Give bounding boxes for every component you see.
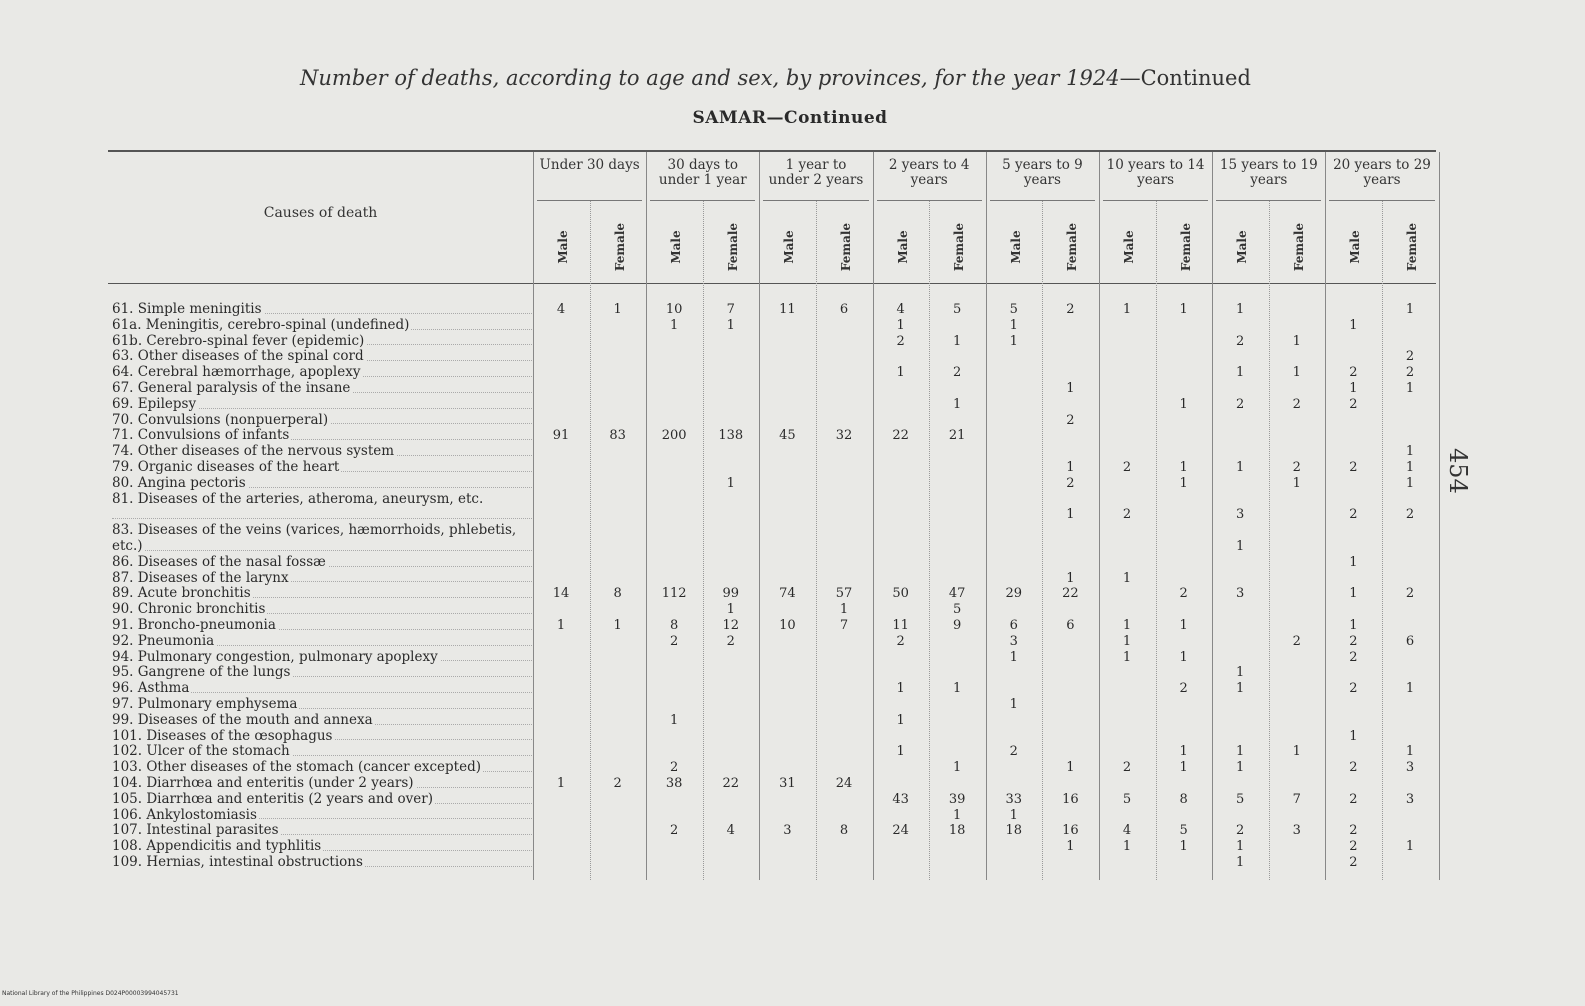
table-cell: 10 [665,302,683,317]
table-cell: 3 [1009,633,1018,649]
cause-row [112,808,532,824]
table-cell: 8 [670,618,679,633]
cause-label: 87. Diseases of the larynx [112,570,289,586]
table-cell: 1 [1349,381,1358,396]
table-cell: 22 [1062,586,1079,602]
table-cell: 2 [613,776,622,791]
table-cell: 2 [670,633,679,649]
table-cell: 1 [1236,665,1245,681]
table-cell: 2 [1349,681,1358,697]
table-cell: 1 [1179,760,1188,776]
cause-row [112,792,532,808]
table-cell: 2 [1405,586,1415,602]
column-divider [1439,152,1440,880]
cause-row [112,744,532,760]
table-cell: 3 [1292,823,1301,839]
cause-label: 70. Convulsions (nonpuerperal) [112,412,329,428]
cause-row [112,713,532,729]
table-cell: 2 [1122,460,1132,475]
cause-label: 63. Other diseases of the spinal cord [112,349,364,365]
table-cell: 1 [1179,744,1188,760]
cause-label: 109. Hernias, intestinal obstructions [112,854,363,870]
page-subtitle: SAMAR—Continued [692,108,888,128]
table-cell: 4 [556,302,566,317]
table-cell: 3 [1405,791,1415,807]
table-cell: 3 [1236,586,1245,602]
table-cell: 1 [1236,681,1245,697]
table-cell: 2 [1066,412,1075,428]
table-cell: 5 [1122,791,1132,807]
table-cell: 2 [1349,507,1358,523]
table-cell: 24 [835,776,853,791]
table-cell: 2 [1292,633,1301,649]
table-cell: 1 [1179,302,1188,317]
table-cell: 2 [1292,460,1301,475]
column-divider [1269,200,1270,880]
table-cell: 1 [896,712,905,728]
table-cell: 2 [1349,460,1358,475]
table-cell: 16 [1062,823,1079,839]
table-cell: 1 [1009,649,1018,665]
cause-row [112,602,532,618]
sex-header-male: Male [1235,230,1250,264]
table-cell: 32 [835,428,853,444]
table-cell: 1 [1349,586,1358,602]
table-cell: 18 [948,823,966,839]
table-cell: 2 [1236,333,1245,349]
table-cell: 5 [1009,302,1018,317]
table-cell: 1 [613,618,622,633]
table-cell: 1 [670,712,679,728]
table-cell: 99 [722,586,740,602]
table-cell: 1 [1179,460,1188,475]
table-cell: 1 [1122,839,1132,855]
table-cell: 8 [839,823,849,839]
title-text: Number of deaths, according to age and sex, by provinces, for the year 1924 [300,66,1120,90]
table-cell: 1 [1349,317,1358,333]
cause-row [112,444,532,460]
cause-label: 103. Other diseases of the stomach (cancer excepted) [112,760,482,776]
cause-label: 86. Diseases of the nasal fossæ [112,554,326,570]
table-cell: 1 [1405,744,1415,760]
table-cell: 50 [892,586,909,602]
table-cell: 1 [953,681,962,697]
cause-row [112,823,532,839]
cause-label: 80. Angina pectoris [112,475,246,491]
cause-row [112,523,532,555]
sex-header-male: Male [1348,230,1363,264]
cause-label: 61. Simple meningitis [112,302,262,317]
table-cell: 14 [552,586,570,602]
table-cell: 3 [1236,507,1245,523]
table-cell: 45 [779,428,796,444]
group-underline [877,200,982,201]
table-cell: 1 [1236,839,1245,855]
column-divider [873,152,874,880]
column-divider [759,152,760,880]
cause-row [112,413,532,429]
table-cell: 31 [779,776,796,791]
cause-label: 105. Diarrhœa and enteritis (2 years and over) [112,791,433,807]
table-cell: 1 [1405,444,1415,460]
cause-label: 107. Intestinal parasites [112,823,279,839]
title-suffix: —Continued [1119,66,1251,90]
sex-header-male: Male [1122,230,1136,264]
table-cell: 8 [613,586,622,602]
cause-row [112,476,532,492]
table-cell: 12 [722,618,740,633]
cause-label: 102. Ulcer of the stomach [112,744,290,760]
table-cell: 2 [1179,681,1188,697]
group-underline [537,200,642,201]
table-cell: 1 [613,302,622,317]
age-group-header: 1 year to under 2 years [768,157,864,188]
sex-header-male: Male [669,230,684,264]
table-cell: 11 [779,302,796,317]
group-underline [1216,200,1321,201]
cause-row [112,681,532,697]
table-cell: 200 [661,428,687,444]
table-cell: 5 [953,302,962,317]
table-cell: 22 [722,776,740,791]
table-cell: 1 [1179,618,1188,633]
page-number: 454 [1444,448,1472,494]
cause-label: 96. Asthma [112,681,190,697]
table-cell: 57 [835,586,853,602]
table-cell: 91 [552,428,570,444]
table-cell: 43 [892,791,909,807]
sex-header-female: Female [1178,222,1193,272]
cause-label: 108. Appendicitis and typhlitis [112,839,322,855]
table-cell: 6 [1009,618,1018,633]
table-cell: 2 [896,333,905,349]
table-cell: 9 [953,618,962,633]
age-group-header: 10 years to 14 years [1106,157,1205,188]
sex-header-female: Female [612,222,627,272]
table-cell: 39 [948,791,966,807]
table-cell: 2 [1066,302,1075,317]
table-cell: 6 [839,302,849,317]
age-group-header: 2 years to 4 years [888,157,970,188]
table-cell: 2 [1349,633,1358,649]
table-cell: 2 [1236,823,1245,839]
table-cell: 1 [1292,744,1301,760]
cause-row [112,555,532,571]
cause-label: 89. Acute bronchitis [112,586,251,602]
table-cell: 4 [1122,823,1132,839]
cause-row [112,397,532,413]
table-cell: 1 [1236,365,1245,381]
cause-label: 71. Convulsions of infants [112,428,290,444]
group-underline [990,200,1095,201]
group-underline [763,200,868,201]
cause-label: 83. Diseases of the veins (varices, hæmorrhoids, phlebetis, etc.) [112,523,517,554]
table-cell: 1 [1066,507,1075,523]
cause-label: 99. Diseases of the mouth and annexa [112,712,373,728]
table-cell: 1 [670,317,679,333]
cause-row [112,729,532,745]
table-cell: 1 [1122,302,1132,317]
table-cell: 2 [1349,760,1358,776]
table-cell: 1 [896,365,905,381]
table-cell: 1 [1066,760,1075,776]
table-cell: 1 [726,475,735,491]
table-cell: 1 [1405,681,1415,697]
cause-label: 94. Pulmonary congestion, pulmonary apoplexy [112,649,438,665]
table-cell: 1 [1122,570,1132,586]
table-cell: 2 [1349,365,1358,381]
cause-label: 81. Diseases of the arteries, atheroma, aneurysm, etc. [112,491,484,507]
cause-row [112,365,532,381]
sex-header-male: Male [895,230,910,264]
table-cell: 1 [1236,760,1245,776]
table-cell: 1 [726,602,735,618]
table-cell: 11 [892,618,909,633]
cause-label: 64. Cerebral hæmorrhage, apoplexy [112,365,361,381]
cause-row [112,665,532,681]
cause-row [112,428,532,444]
table-cell: 1 [953,760,962,776]
table-cell: 1 [953,396,962,412]
group-underline [1329,200,1434,201]
table-cell: 1 [1349,728,1358,744]
table-cell: 1 [1179,649,1188,665]
table-cell: 2 [1122,760,1132,776]
table-cell: 1 [1236,744,1245,760]
table-cell: 5 [1179,823,1188,839]
table-cell: 2 [1009,744,1018,760]
table-cell: 5 [1236,791,1245,807]
table-cell: 1 [1405,460,1415,475]
table-cell: 7 [726,302,735,317]
table-cell: 2 [1122,507,1132,523]
cause-row [112,318,532,334]
table-top-rule [108,150,1436,152]
table-cell: 1 [896,681,905,697]
table-cell: 29 [1005,586,1023,602]
cause-row [112,634,532,650]
table-cell: 33 [1005,791,1023,807]
cause-row [112,650,532,666]
table-cell: 7 [839,618,849,633]
cause-label: 92. Pneumonia [112,633,215,649]
table-cell: 1 [953,333,962,349]
column-divider [533,152,534,880]
cause-label: 90. Chronic bronchitis [112,602,266,618]
table-cell: 2 [670,760,679,776]
table-cell: 2 [1349,396,1358,412]
table-cell: 21 [948,428,966,444]
table-cell: 1 [1179,475,1188,491]
table-cell: 6 [1405,633,1415,649]
table-cell: 1 [1122,633,1132,649]
table-cell: 1 [1349,618,1358,633]
table-cell: 1 [1405,381,1415,396]
table-cell: 2 [1349,791,1358,807]
cause-label: 69. Epilepsy [112,396,197,412]
table-cell: 1 [896,317,905,333]
cause-label: 101. Diseases of the œsophagus [112,728,333,744]
table-cell: 47 [948,586,966,602]
table-cell: 1 [1179,396,1188,412]
cause-row [112,839,532,855]
sex-header-female: Female [1291,222,1306,272]
cause-label: 106. Ankylostomiasis [112,807,257,823]
table-cell: 1 [1009,317,1018,333]
table-cell: 1 [1066,460,1075,475]
table-cell: 1 [1236,460,1245,475]
table-cell: 1 [1009,807,1018,823]
table-cell: 2 [670,823,679,839]
cause-row [112,618,532,634]
table-cell: 112 [661,586,687,602]
sex-header-female: Female [952,222,967,272]
cause-row [112,334,532,350]
table-cell: 1 [1122,618,1132,633]
cause-row [112,460,532,476]
table-cell: 1 [1122,649,1132,665]
cause-row [112,760,532,776]
table-cell: 24 [892,823,909,839]
table-cell: 1 [1066,381,1075,396]
table-cell: 1 [556,618,566,633]
cause-label: 61a. Meningitis, cerebro-spinal (undefined) [112,317,410,333]
table-cell: 1 [1236,302,1245,317]
cause-label: 91. Broncho-pneumonia [112,617,276,633]
table-cell: 2 [896,633,905,649]
cause-row [112,586,532,602]
table-cell: 1 [1292,333,1301,349]
footer-note: National Library of the Philippines D024P00003994045731 [2,990,179,997]
cause-label: 67. General paralysis of the insane [112,380,351,396]
cause-label: 104. Diarrhœa and enteritis (under 2 years) [112,775,414,791]
table-cell: 1 [1405,839,1415,855]
table-cell: 2 [1292,396,1301,412]
sex-header-female: Female [725,222,740,272]
table-cell: 138 [718,428,744,444]
causes-column [112,302,532,871]
table-cell: 74 [779,586,796,602]
cause-label: 95. Gangrene of the lungs [112,665,291,681]
sex-header-female: Female [839,222,853,272]
table-cell: 1 [556,776,566,791]
table-cell: 2 [1179,586,1188,602]
table-cell: 1 [953,807,962,823]
table-cell: 2 [1405,365,1415,381]
table-cell: 2 [1405,507,1415,523]
table-cell: 2 [1066,475,1075,491]
cause-row [112,697,532,713]
page-title [300,66,1250,90]
sex-header-female: Female [1065,222,1080,272]
sex-header-male: Male [782,230,797,264]
age-group-header: 20 years to 29 years [1333,157,1431,188]
table-cell: 38 [665,776,683,791]
cause-label: 79. Organic diseases of the heart [112,459,340,475]
table-cell: 2 [726,633,735,649]
cause-row [112,492,532,524]
cause-label: 74. Other diseases of the nervous system [112,444,395,460]
table-cell: 4 [896,302,905,317]
cause-label: 97. Pulmonary emphysema [112,696,298,712]
table-cell: 1 [1405,475,1415,491]
table-cell: 3 [1405,760,1415,776]
table-cell: 1 [839,602,849,618]
age-group-header: 5 years to 9 years [1002,157,1083,188]
table-cell: 2 [1349,649,1358,665]
cause-row [112,855,532,871]
table-cell: 1 [1292,365,1301,381]
table-cell: 5 [953,602,962,618]
column-divider [986,152,987,880]
cause-label: 61b. Cerebro-spinal fever (epidemic) [112,333,365,349]
age-group-header: Under 30 days [539,157,640,173]
group-underline [650,200,755,201]
table-cell: 1 [1292,475,1301,491]
table-cell: 10 [779,618,796,633]
table-cell: 1 [1236,539,1245,554]
table-cell: 3 [783,823,792,839]
sex-header-male: Male [556,230,570,264]
table-cell: 2 [1236,396,1245,412]
table-cell: 16 [1062,791,1079,807]
table-cell: 1 [1179,839,1188,855]
table-cell: 1 [1009,697,1018,712]
table-cell: 2 [1349,823,1358,839]
table-cell: 2 [953,365,962,381]
table-cell: 1 [1405,302,1415,317]
cause-row [112,349,532,365]
table-cell: 1 [1349,554,1358,570]
table-cell: 1 [1066,839,1075,855]
table-cell: 1 [896,744,905,760]
table-cell: 1 [726,317,735,333]
table-cell: 6 [1066,618,1075,633]
table-cell: 4 [726,823,735,839]
group-underline [1103,200,1208,201]
table-cell: 2 [1405,349,1415,365]
age-group-header: 30 days to under 1 year [658,157,747,188]
cause-row [112,776,532,792]
table-cell: 7 [1292,791,1301,807]
sex-header-female: Female [1405,222,1419,272]
table-cell: 1 [1236,855,1245,870]
cause-row [112,381,532,397]
table-cell: 18 [1005,823,1023,839]
causes-header: Causes of death [263,205,378,221]
table-cell: 22 [892,428,909,444]
table-cell: 2 [1349,839,1358,855]
table-header-rule [108,283,1436,284]
table-cell: 83 [609,428,626,444]
age-group-header: 15 years to 19 years [1219,157,1318,188]
table-cell: 1 [1066,570,1075,586]
table-cell: 2 [1349,855,1358,870]
cause-row [112,571,532,587]
sex-header-male: Male [1008,230,1023,264]
table-cell: 8 [1179,791,1188,807]
table-cell: 1 [1009,333,1018,349]
cause-row [112,302,532,318]
